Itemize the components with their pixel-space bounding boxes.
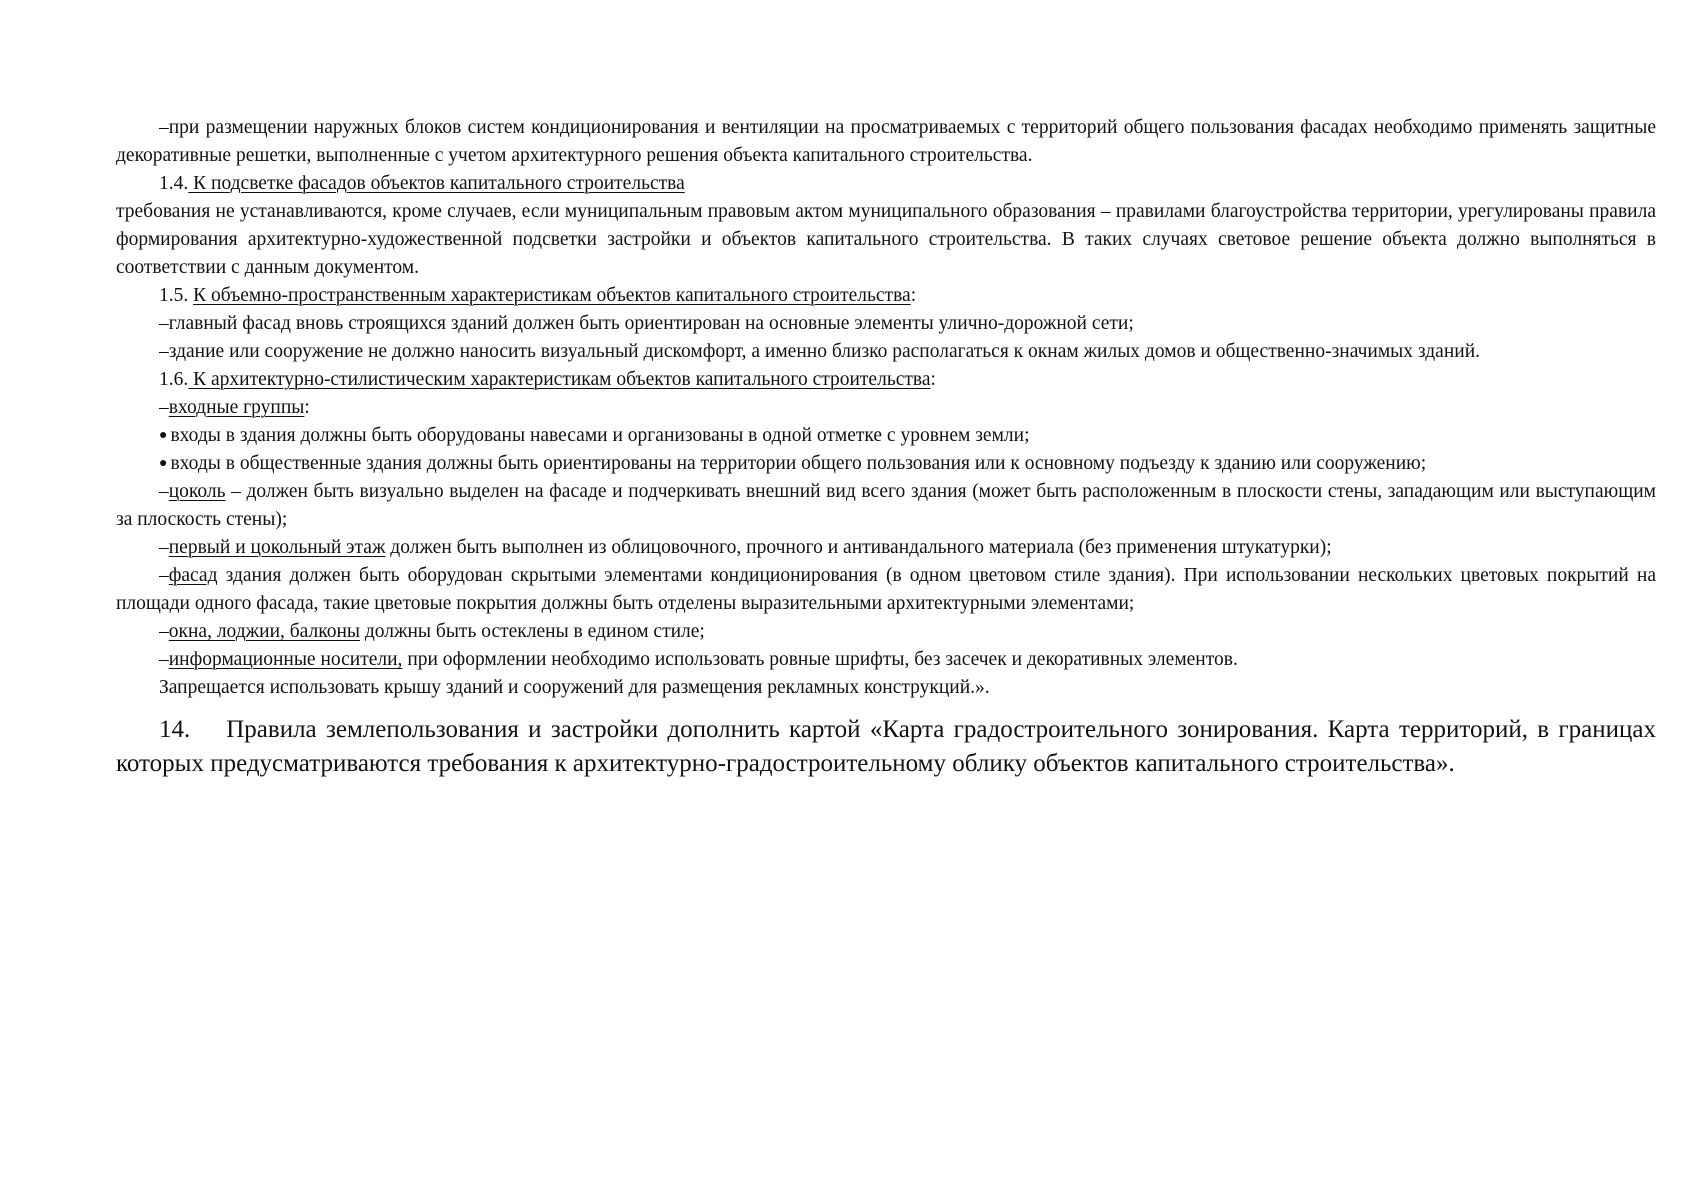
paragraph-first-floor: –первый и цокольный этаж должен быть выполнен из облицовочного, прочного и антивандального материала (без применения штукатурки); bbox=[159, 537, 1332, 558]
bullet-icon: ● bbox=[159, 428, 168, 443]
section-1-6-heading: 1.6. К архитектурно-стилистическим характеристикам объектов капитального строительства: bbox=[159, 369, 936, 390]
section-1-4-heading bbox=[116, 170, 1656, 198]
paragraph-facade: –фасад здания должен быть оборудован скрытыми элементами кондиционирования (в одном цветовом стиле здания). При использовании нескольких цветовых покрытий на площади одного фасада, такие цветовые покрытия должны быть отделены выразительными архитектурными элементами; bbox=[116, 565, 1656, 614]
term-label: информационные носители, bbox=[168, 649, 403, 670]
term-label: окна, лоджии, балконы bbox=[168, 621, 360, 642]
paragraph-main-facade: –главный фасад вновь строящихся зданий должен быть ориентирован на основные элементы улично-дорожной сети; bbox=[159, 313, 1134, 334]
item-number: 14. bbox=[159, 716, 191, 743]
section-number: 1.5. bbox=[159, 285, 194, 306]
paragraph-entry-groups: –входные группы: bbox=[159, 397, 310, 418]
section-title: К подсветке фасадов объектов капитального строительства bbox=[188, 173, 685, 194]
term-label: фасад bbox=[168, 565, 218, 586]
paragraph-lighting-requirements: требования не устанавливаются, кроме случаев, если муниципальным правовым актом муниципального образования – правилами благоустройства территории, урегулированы правила формирования архитектурно-художественной подсветки застройки и объектов капитального строительства. В таких случаях световое решение объекта должно выполняться в соответствии с данным документом. bbox=[116, 201, 1656, 278]
section-1-5-heading: 1.5. К объемно-пространственным характеристикам объектов капитального строительства: bbox=[159, 285, 917, 306]
term-label: входные группы bbox=[168, 397, 305, 418]
paragraph-info-carriers: –информационные носители, при оформлении необходимо использовать ровные шрифты, без засечек и декоративных элементов. bbox=[159, 649, 1238, 670]
item-14-paragraph: 14. Правила землепользования и застройки дополнить картой «Карта градостроительного зонирования. Карта территорий, в границах которых предусматриваются требования к архитектурно-градостроительному облику объектов капитального строительства». bbox=[116, 716, 1656, 777]
paragraph-windows: –окна, лоджии, балконы должны быть остеклены в едином стиле; bbox=[159, 621, 705, 642]
term-label: первый и цокольный этаж bbox=[168, 537, 386, 558]
paragraph-roof-advertising: Запрещается использовать крышу зданий и сооружений для размещения рекламных конструкций.». bbox=[159, 677, 990, 698]
section-title: К архитектурно-стилистическим характеристикам объектов капитального строительства bbox=[188, 369, 931, 390]
section-number: 1.4. bbox=[159, 173, 189, 194]
paragraph-ventilation-grilles: –при размещении наружных блоков систем кондиционирования и вентиляции на просматриваемых с территорий общего пользования фасадах необходимо применять защитные декоративные решетки, выполненные с учетом архитектурного решения объекта капитального строительства. bbox=[116, 117, 1656, 166]
section-number: 1.6. bbox=[159, 369, 189, 390]
term-label: цоколь bbox=[168, 481, 226, 502]
bullet-icon: ● bbox=[159, 456, 168, 471]
paragraph-visual-discomfort: –здание или сооружение не должно наносить визуальный дискомфорт, а именно близко располагаться к окнам жилых домов и общественно-значимых зданий. bbox=[159, 341, 1481, 362]
section-title: К объемно-пространственным характеристикам объектов капитального строительства bbox=[193, 285, 911, 306]
bullet-item-public-buildings: ● входы в общественные здания должны быть ориентированы на территории общего пользования или к основному подъезду к зданию или сооружению; bbox=[159, 453, 1427, 474]
document-page bbox=[116, 114, 1656, 781]
paragraph-plinth: –цоколь – должен быть визуально выделен на фасаде и подчеркивать внешний вид всего здания (может быть расположенным в плоскости стены, западающим или выступающим за плоскость стены); bbox=[116, 481, 1656, 530]
bullet-item-canopies: ● входы в здания должны быть оборудованы навесами и организованы в одной отметке с уровнем земли; bbox=[159, 425, 1030, 446]
